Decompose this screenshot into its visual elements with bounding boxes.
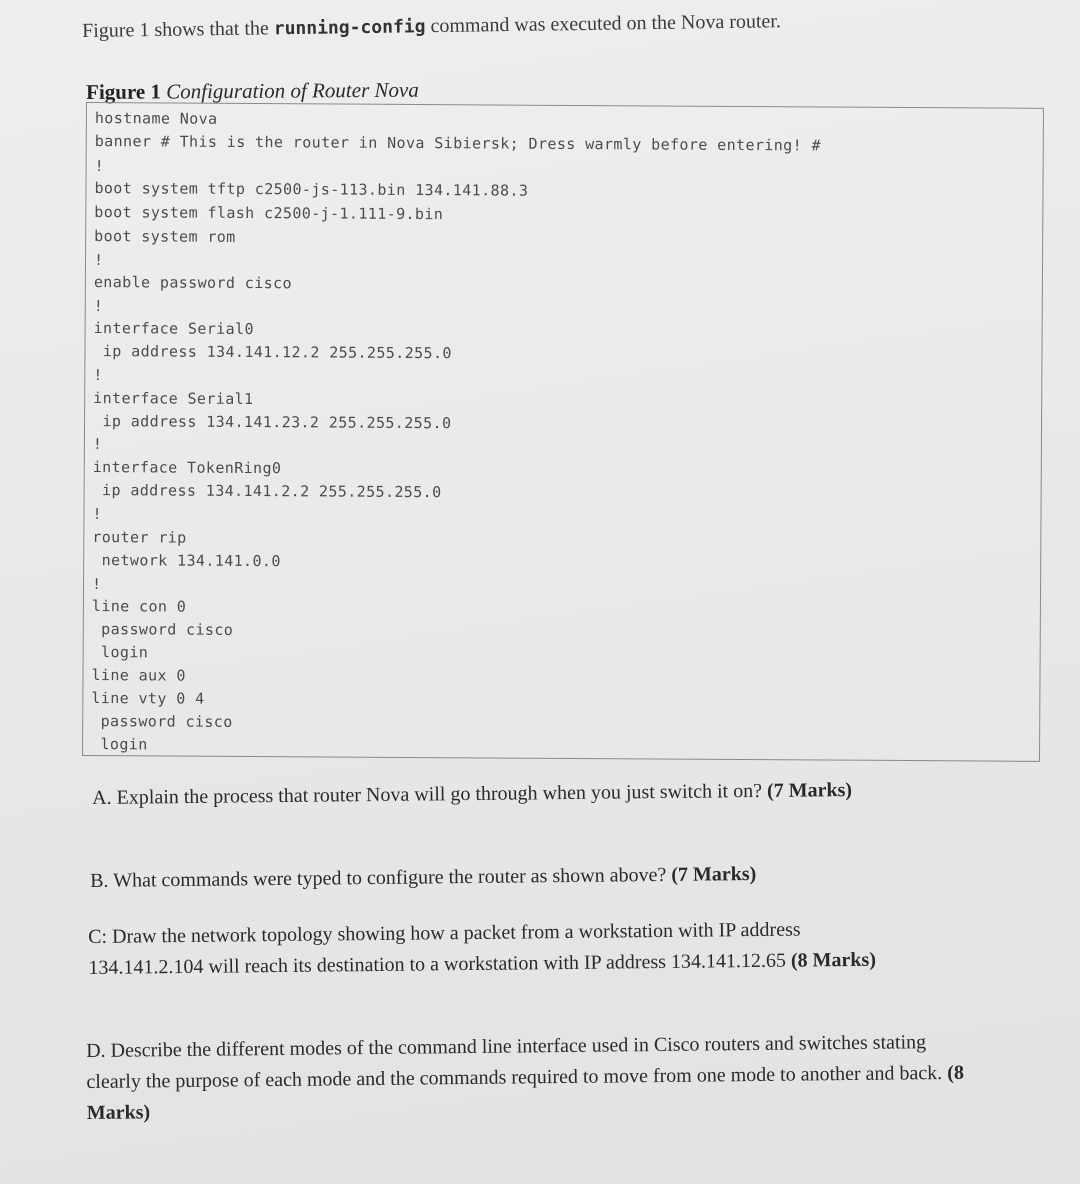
config-line: ! — [92, 575, 102, 594]
question-marks: (8 Marks) — [86, 1061, 965, 1124]
question-letter: B. — [90, 869, 109, 892]
question-a — [92, 774, 952, 814]
question-letter: A. — [92, 786, 112, 809]
config-line: interface Serial0 — [93, 319, 254, 339]
config-line: login — [91, 735, 148, 754]
config-line: ! — [94, 157, 105, 176]
config-line: login — [91, 643, 149, 662]
question-text: Explain the process that router Nova will go through when you just switch it on? — [116, 779, 763, 809]
config-line: router rip — [92, 528, 187, 547]
config-line: line con 0 — [91, 597, 187, 616]
config-line: ! — [93, 297, 104, 316]
config-line: boot system flash c2500-j-1.111-9.bin — [94, 203, 444, 224]
question-marks: (7 Marks) — [671, 863, 757, 886]
router-config-listing — [82, 102, 1044, 762]
intro-sentence — [82, 10, 781, 43]
question-text: Draw the network topology showing how a packet from a workstation with IP address 134.141.2.104 will reach its destination to a workstation with IP address 134.141.12.65 — [88, 918, 801, 979]
config-line: enable password cisco — [93, 273, 292, 293]
question-text: Describe the different modes of the command line interface used in Cisco routers and switches stating clearly the purpose of each mode and the commands required to move from one mode to another and back. — [86, 1031, 943, 1093]
config-line: interface TokenRing0 — [92, 458, 282, 478]
config-line: ip address 134.141.23.2 255.255.255.0 — [92, 412, 452, 433]
config-line: hostname Nova — [94, 109, 218, 128]
question-b — [90, 857, 990, 897]
config-line: line vty 0 4 — [91, 689, 205, 708]
question-letter: C: — [88, 925, 108, 948]
question-text: What commands were typed to configure the router as shown above? — [113, 863, 667, 892]
question-c — [88, 913, 919, 984]
figure-caption — [86, 78, 419, 105]
config-line: line aux 0 — [91, 666, 186, 685]
config-line: ! — [92, 505, 102, 524]
config-line: boot system rom — [94, 227, 236, 246]
config-line: network 134.141.0.0 — [92, 551, 281, 571]
figure-label: Figure 1 — [86, 79, 162, 104]
question-marks: (7 Marks) — [766, 779, 853, 802]
config-line: interface Serial1 — [93, 389, 254, 409]
config-line: ! — [93, 251, 104, 270]
config-line: password cisco — [91, 712, 233, 731]
question-marks: (8 Marks) — [790, 948, 877, 972]
question-d — [86, 1027, 967, 1129]
question-letter: D. — [86, 1039, 106, 1062]
config-line: ! — [93, 366, 103, 385]
config-line: banner # This is the router in Nova Sibiersk; Dress warmly before entering! # — [94, 132, 821, 155]
config-line: ip address 134.141.12.2 255.255.255.0 — [93, 342, 452, 363]
intro-before: Figure 1 shows that the — [82, 17, 274, 42]
config-line: password cisco — [91, 620, 234, 639]
config-line: ip address 134.141.2.2 255.255.255.0 — [92, 481, 442, 502]
config-line: boot system tftp c2500-js-113.bin 134.141.88.3 — [94, 179, 529, 200]
config-line: ! — [92, 435, 103, 454]
figure-title: Configuration of Router Nova — [166, 77, 419, 104]
intro-command: running-config — [273, 16, 426, 40]
intro-after: command was executed on the Nova router. — [425, 10, 782, 38]
